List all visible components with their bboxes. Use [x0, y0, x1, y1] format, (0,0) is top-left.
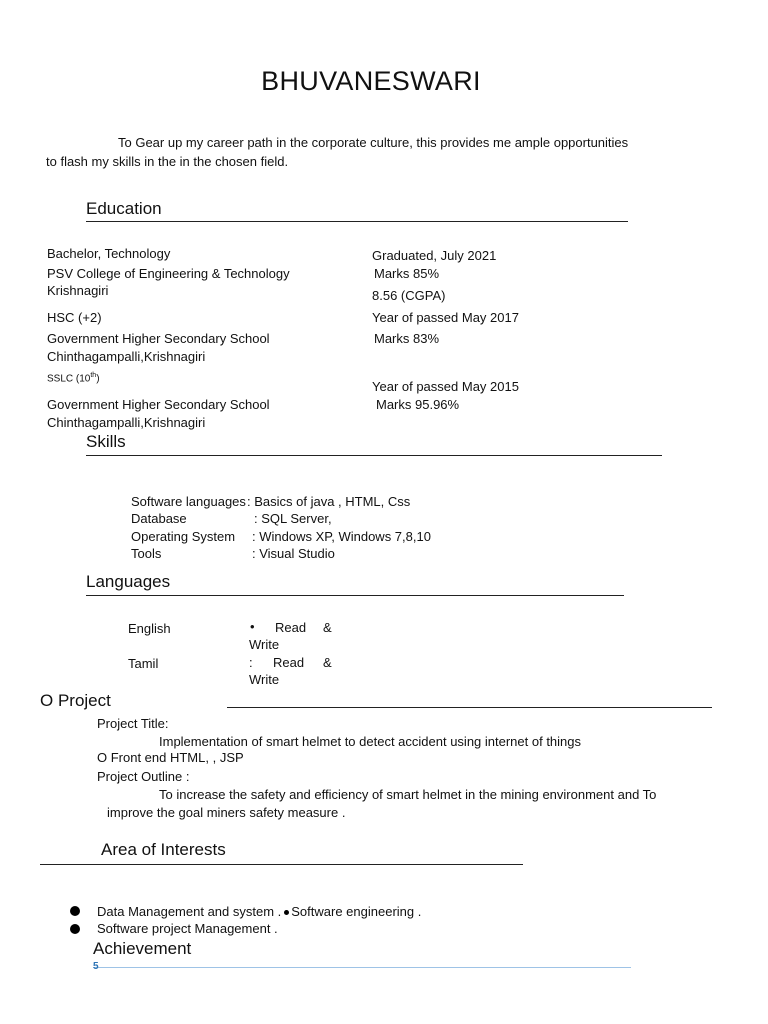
- achievement-heading: Achievement: [93, 939, 192, 958]
- objective-line-1: To Gear up my career path in the corporate culture, this provides me ample opportunities: [118, 135, 629, 150]
- skill-value-3: : Visual Studio: [252, 546, 335, 561]
- hsc-school: Government Higher Secondary School: [47, 331, 270, 346]
- college-city: Krishnagiri: [47, 283, 109, 298]
- languages-rule: [86, 595, 624, 596]
- interest-item-1b-text: Software engineering .: [291, 904, 422, 919]
- college-cgpa: 8.56 (CGPA): [372, 288, 446, 303]
- sslc-sup: th: [90, 372, 97, 379]
- project-title-label: Project Title:: [97, 716, 169, 731]
- sslc-prefix: SSLC (10: [47, 373, 91, 385]
- project-frontend: O Front end HTML, , JSP: [97, 750, 244, 765]
- hsc-city: Chinthagampalli,Krishnagiri: [47, 349, 206, 364]
- interests-rule: [40, 864, 523, 865]
- tamil-colon: :: [249, 655, 253, 670]
- hsc-marks: Marks 83%: [374, 331, 440, 346]
- tamil-write: Write: [249, 672, 280, 687]
- english-read: Read: [275, 620, 307, 635]
- sslc-suffix: ): [96, 373, 100, 385]
- english-bullet: •: [250, 619, 255, 634]
- project-rule: [227, 707, 712, 708]
- skill-label-2: Operating System: [131, 529, 236, 544]
- interest-item-2: Software project Management .: [97, 921, 278, 936]
- skill-label-0: Software languages: [131, 494, 246, 509]
- candidate-name: BHUVANESWARI: [261, 66, 481, 96]
- project-outline-line-1: To increase the safety and efficiency of smart helmet in the mining environment and To: [159, 787, 657, 802]
- sslc-label: [47, 372, 100, 384]
- project-outline-label: Project Outline :: [97, 769, 190, 784]
- interest-item-1-text: Data Management and system .: [97, 904, 282, 919]
- skill-label-3: Tools: [131, 546, 162, 561]
- bullet-icon: [70, 924, 80, 934]
- languages-heading: Languages: [86, 572, 171, 591]
- hsc-year: Year of passed May 2017: [372, 310, 519, 325]
- college-name: PSV College of Engineering & Technology: [47, 266, 290, 281]
- project-outline-line-2: improve the goal miners safety measure .: [107, 805, 346, 820]
- sslc-city: Chinthagampalli,Krishnagiri: [47, 415, 206, 430]
- achievement-rule: [93, 967, 631, 968]
- small-bullet-icon: [284, 910, 289, 915]
- bullet-icon: [70, 906, 80, 916]
- english-amp: &: [323, 620, 332, 635]
- sslc-school: Government Higher Secondary School: [47, 397, 270, 412]
- english-write: Write: [249, 637, 280, 652]
- project-title: Implementation of smart helmet to detect accident using internet of things: [159, 734, 582, 749]
- skill-value-1: : SQL Server,: [254, 511, 332, 526]
- skill-value-0: : Basics of java , HTML, Css: [247, 494, 411, 509]
- skill-value-2: : Windows XP, Windows 7,8,10: [252, 529, 431, 544]
- sslc-marks: Marks 95.96%: [376, 397, 460, 412]
- skills-heading: Skills: [86, 432, 126, 451]
- tamil-read: Read: [273, 655, 305, 670]
- language-tamil: Tamil: [128, 656, 159, 671]
- interest-item-1: [97, 904, 421, 919]
- achievement-mark: 5: [93, 961, 99, 972]
- skill-label-1: Database: [131, 511, 187, 526]
- interests-heading: Area of Interests: [101, 840, 226, 859]
- skills-rule: [86, 455, 662, 456]
- degree: Bachelor, Technology: [47, 246, 171, 261]
- education-heading: Education: [86, 199, 162, 218]
- tamil-amp: &: [323, 655, 332, 670]
- college-marks: Marks 85%: [374, 266, 440, 281]
- language-english: English: [128, 621, 171, 636]
- education-rule: [86, 221, 628, 222]
- objective-line-2: to flash my skills in the in the chosen field.: [46, 154, 289, 169]
- hsc-label: HSC (+2): [47, 310, 102, 325]
- degree-status: Graduated, July 2021: [372, 248, 497, 263]
- project-heading: O Project: [40, 691, 111, 710]
- sslc-year: Year of passed May 2015: [372, 379, 519, 394]
